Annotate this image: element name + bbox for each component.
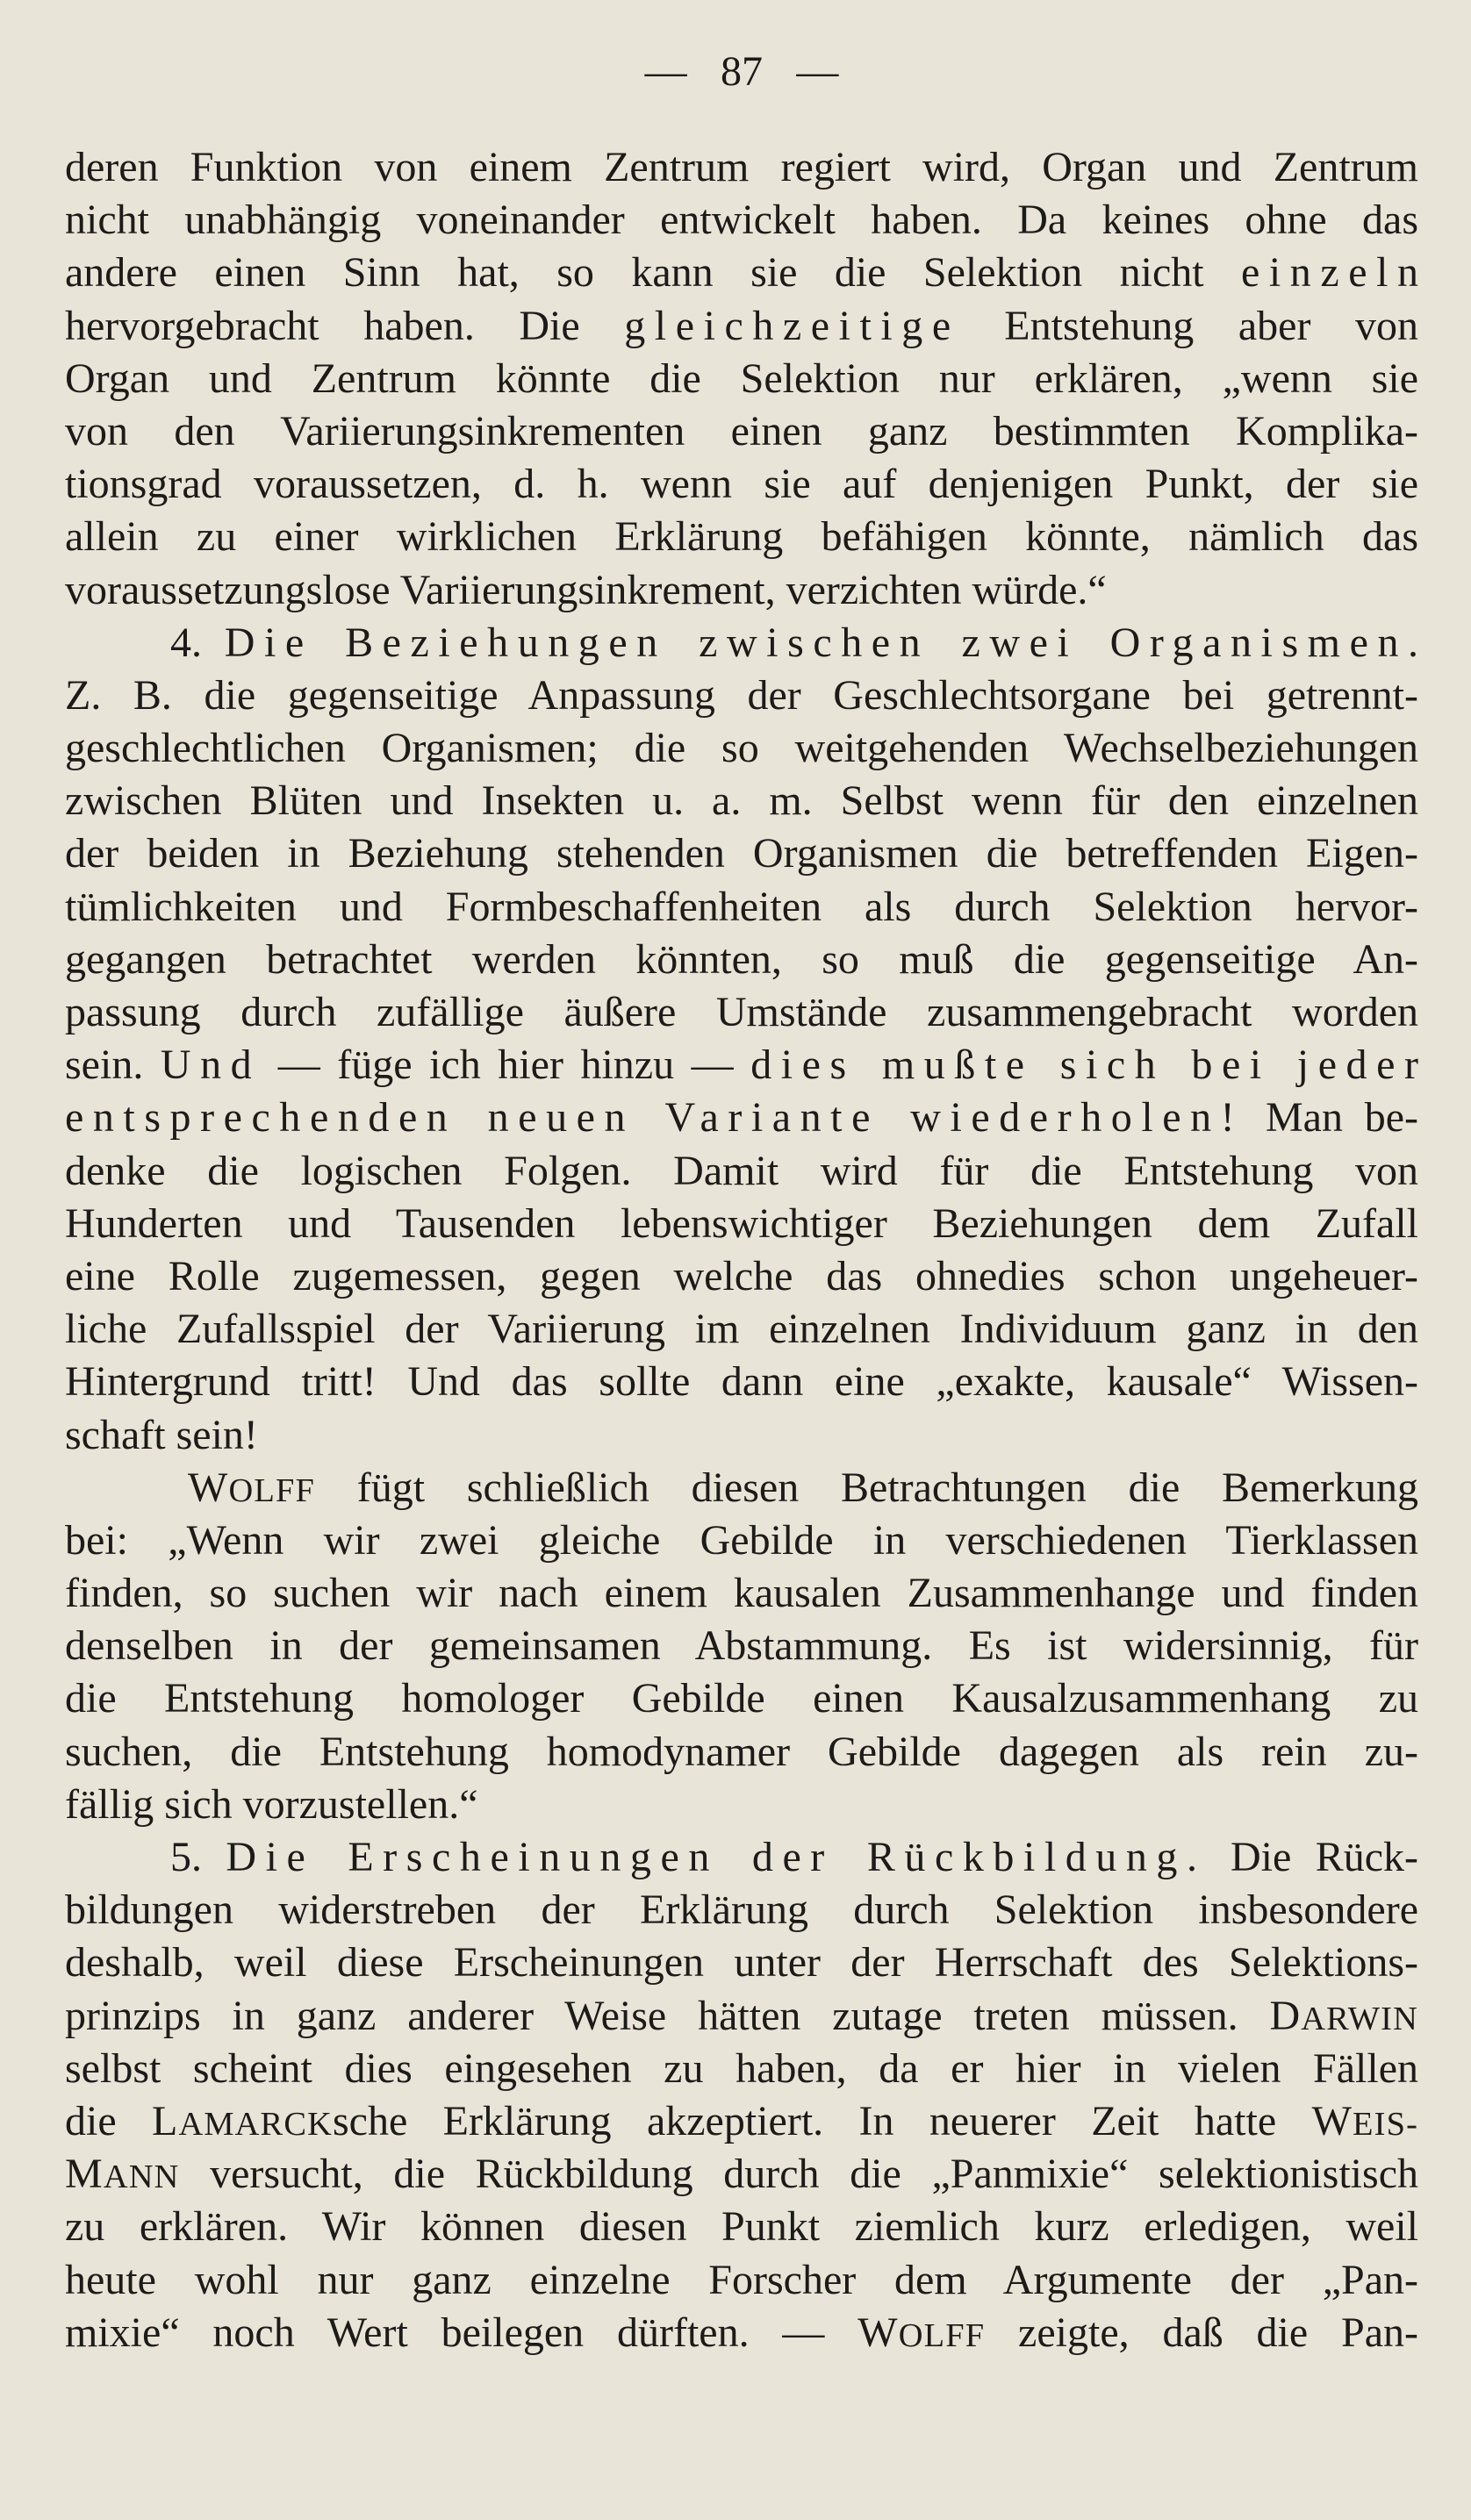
- text-line: [65, 2095, 1418, 2148]
- spaced-emphasis: Die Erscheinungen der Rückbildung.: [226, 1834, 1207, 1880]
- text-segment: Entstehung aber von: [959, 302, 1418, 349]
- text-line: suchen, die Entstehung homodynamer Gebilde dagegen als rein zu-: [65, 1728, 1418, 1775]
- text-segment: sein.: [65, 1042, 161, 1089]
- item-number: 5.: [170, 1834, 226, 1880]
- text-segment: sche Erklärung akzeptiert. In neuerer Zeit hatte: [332, 2097, 1312, 2144]
- text-line: bei: „Wenn wir zwei gleiche Gebilde in verschiedenen Tierklassen: [65, 1516, 1418, 1564]
- text-line: finden, so suchen wir nach einem kausalen Zusammenhange und finden: [65, 1570, 1418, 1617]
- text-line: [65, 1462, 1418, 1514]
- text-line: schaft sein!: [65, 1411, 258, 1458]
- text-line: allein zu einer wirklichen Erklärung befähigen könnte, nämlich das: [65, 513, 1418, 561]
- spaced-emphasis: Und: [160, 1042, 262, 1089]
- text-line: [65, 247, 1428, 299]
- text-line: der beiden in Beziehung stehenden Organismen die betreffenden Eigen-: [65, 830, 1418, 877]
- text-segment: versucht, die Rückbildung durch die „Panmixie“ selektionistisch: [179, 2151, 1418, 2198]
- paragraph-item-5: [65, 1831, 1418, 2359]
- text-line: selbst scheint dies eingesehen zu haben, da er hier in vielen Fällen: [65, 2044, 1418, 2092]
- small-caps-name: WOLFF: [857, 2309, 986, 2356]
- text-segment: mixie“ noch Wert beilegen dürften. —: [65, 2309, 858, 2356]
- text-line: heute wohl nur ganz einzelne Forscher dem Argumente der „Pan-: [65, 2256, 1418, 2303]
- text-line: gegangen betrachtet werden könnten, so muß die gegenseitige An-: [65, 935, 1418, 983]
- small-caps-name: LAMARCK: [152, 2097, 333, 2144]
- text-segment: Man be-: [1244, 1094, 1418, 1142]
- text-line: [65, 617, 1428, 669]
- text-line: deren Funktion von einem Zentrum regiert wird, Organ und Zentrum: [65, 144, 1418, 190]
- text-line: von den Variierungsinkrementen einen ganz bestimmten Komplika-: [65, 407, 1418, 455]
- text-line: voraussetzungslose Variierungsinkrement, verzichten würde.“: [65, 566, 1107, 613]
- text-line: [65, 2148, 1418, 2201]
- text-line: denke die logischen Folgen. Damit wird für die Entstehung von: [65, 1147, 1418, 1194]
- small-caps-name: DARWIN: [1269, 1992, 1418, 2039]
- text-line: zu erklären. Wir können diesen Punkt ziemlich kurz erledigen, weil: [65, 2203, 1418, 2251]
- text-line: passung durch zufällige äußere Umstände zusammengebracht worden: [65, 989, 1418, 1035]
- text-line: bildungen widerstreben der Erklärung durch Selektion insbesondere: [65, 1886, 1418, 1934]
- text-line: die Entstehung homologer Gebilde einen Kausalzusammenhang zu: [65, 1675, 1418, 1722]
- text-segment: prinzips in ganz anderer Weise hätten zutage treten müssen.: [65, 1992, 1270, 2039]
- paragraph-item-4: [65, 617, 1428, 1462]
- text-line: [65, 1990, 1418, 2043]
- spaced-emphasis: entsprechenden neuen Variante wiederholen!: [65, 1094, 1245, 1142]
- spaced-emphasis: einzeln: [1241, 249, 1428, 297]
- text-line: Hunderten und Tausenden lebenswichtiger Beziehungen dem Zufall: [65, 1199, 1418, 1247]
- text-line: Z. B. die gegenseitige Anpassung der Geschlechtsorgane bei getrennt-: [65, 671, 1418, 719]
- text-line: [65, 2307, 1418, 2359]
- text-line: eine Rolle zugemessen, gegen welche das ohnedies schon ungeheuer-: [65, 1252, 1418, 1299]
- text-segment: Die Rück-: [1206, 1834, 1418, 1880]
- small-caps-name: WOLFF: [188, 1464, 315, 1511]
- spaced-emphasis: gleichzeitige: [624, 302, 960, 349]
- text-segment: — füge ich hier hinzu —: [261, 1042, 751, 1089]
- page-number: — 87 —: [644, 48, 839, 95]
- text-line: Organ und Zentrum könnte die Selektion nur erklären, „wenn sie: [65, 354, 1418, 402]
- text-line: tionsgrad voraussetzen, d. h. wenn sie auf denjenigen Punkt, der sie: [65, 461, 1418, 508]
- small-caps-name: MANN: [65, 2151, 180, 2198]
- paragraph-continuation: [65, 141, 1428, 617]
- text-line: [65, 1831, 1418, 1884]
- text-line: tümlichkeiten und Formbeschaffenheiten als durch Selektion hervor-: [65, 883, 1418, 930]
- text-line: [65, 300, 1418, 353]
- text-segment: hervorgebracht haben. Die: [65, 302, 625, 349]
- text-line: denselben in der gemeinsamen Abstammung. Es ist widersinnig, für: [65, 1622, 1418, 1670]
- text-line: Hintergrund tritt! Und das sollte dann eine „exakte, kausale“ Wissen-: [65, 1358, 1418, 1406]
- text-line: [65, 1092, 1418, 1144]
- text-line: geschlechtlichen Organismen; die so weitgehenden Wechselbeziehungen: [65, 725, 1418, 772]
- page-body: [65, 141, 1428, 2359]
- text-line: zwischen Blüten und Insekten u. a. m. Selbst wenn für den einzelnen: [65, 777, 1418, 825]
- text-segment: fügt schließlich diesen Betrachtungen die Bemerkung: [314, 1464, 1418, 1511]
- text-segment: andere einen Sinn hat, so kann sie die Selektion nicht: [65, 249, 1242, 297]
- text-line: deshalb, weil diese Erscheinungen unter der Herrschaft des Selektions-: [65, 1939, 1418, 1987]
- spaced-emphasis: Die Beziehungen zwischen zwei Organismen.: [224, 619, 1428, 666]
- spaced-emphasis: dies mußte sich bei jeder: [750, 1042, 1428, 1089]
- text-line: liche Zufallsspiel der Variierung im einzelnen Individuum ganz in den: [65, 1306, 1418, 1353]
- item-number: 4.: [170, 619, 225, 666]
- text-segment: zeigte, daß die Pan-: [985, 2309, 1419, 2356]
- text-segment: die: [65, 2097, 153, 2144]
- paragraph-wolff-quote: [65, 1462, 1418, 1831]
- text-line: fällig sich vorzustellen.“: [65, 1780, 478, 1828]
- text-line: [65, 1039, 1428, 1092]
- text-line: nicht unabhängig voneinander entwickelt haben. Da keines ohne das: [65, 197, 1418, 244]
- small-caps-name: WEIS-: [1311, 2097, 1419, 2144]
